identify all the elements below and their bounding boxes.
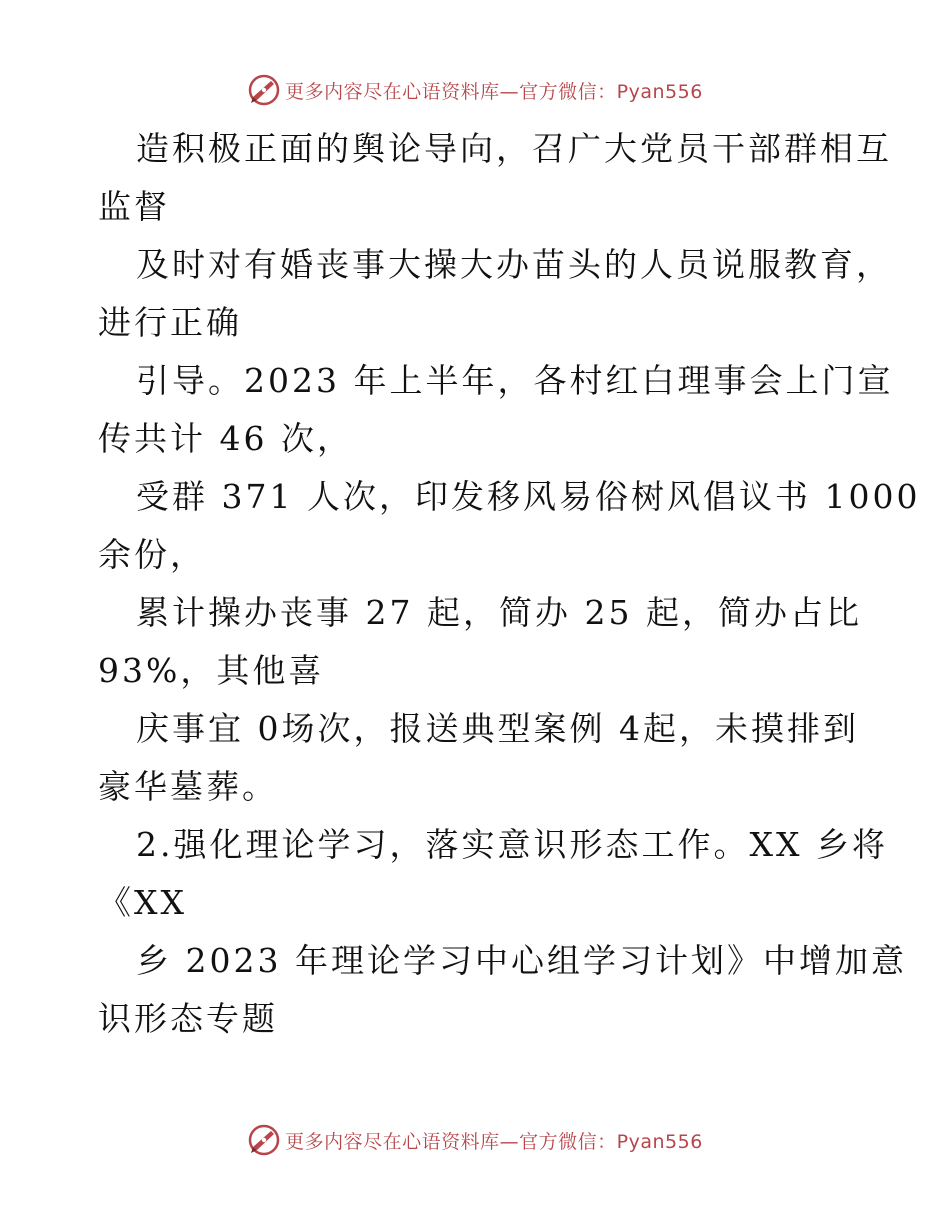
body-line: 引导。2023 年上半年，各村红白理事会上门宣	[136, 361, 894, 400]
body-line: 93%，其他喜	[98, 651, 325, 690]
body-line: 《XX	[98, 883, 187, 922]
body-line: 及时对有婚丧事大操大办苗头的人员说服教育，	[136, 245, 892, 284]
body-line: 造积极正面的舆论导向，召广大党员干部群相互	[136, 129, 892, 168]
body-line: 识形态专题	[98, 999, 278, 1038]
body-line: 累计操办丧事 27 起，简办 25 起，简办占比	[136, 593, 862, 632]
pen-logo-icon	[247, 1123, 281, 1157]
body-line: 受群 371 人次，印发移风易俗树风倡议书 1000	[136, 477, 921, 516]
body-line: 进行正确	[98, 303, 242, 342]
body-line: 豪华墓葬。	[98, 767, 278, 806]
document-body	[98, 120, 921, 1048]
header-banner	[0, 70, 950, 110]
pen-logo-icon	[247, 73, 281, 107]
body-line: 2.强化理论学习，落实意识形态工作。XX 乡将	[136, 825, 888, 864]
body-line: 余份，	[98, 535, 206, 574]
body-line: 监督	[98, 187, 170, 226]
footer-banner	[0, 1120, 950, 1160]
footer-promo-text: 更多内容尽在心语资料库—官方微信：Pyan556	[285, 1130, 703, 1153]
header-promo-text: 更多内容尽在心语资料库—官方微信：Pyan556	[285, 80, 703, 103]
body-line: 庆事宜 0场次，报送典型案例 4起，未摸排到	[136, 709, 859, 748]
body-line: 乡 2023 年理论学习中心组学习计划》中增加意	[136, 941, 907, 980]
body-line: 传共计 46 次，	[98, 419, 353, 458]
